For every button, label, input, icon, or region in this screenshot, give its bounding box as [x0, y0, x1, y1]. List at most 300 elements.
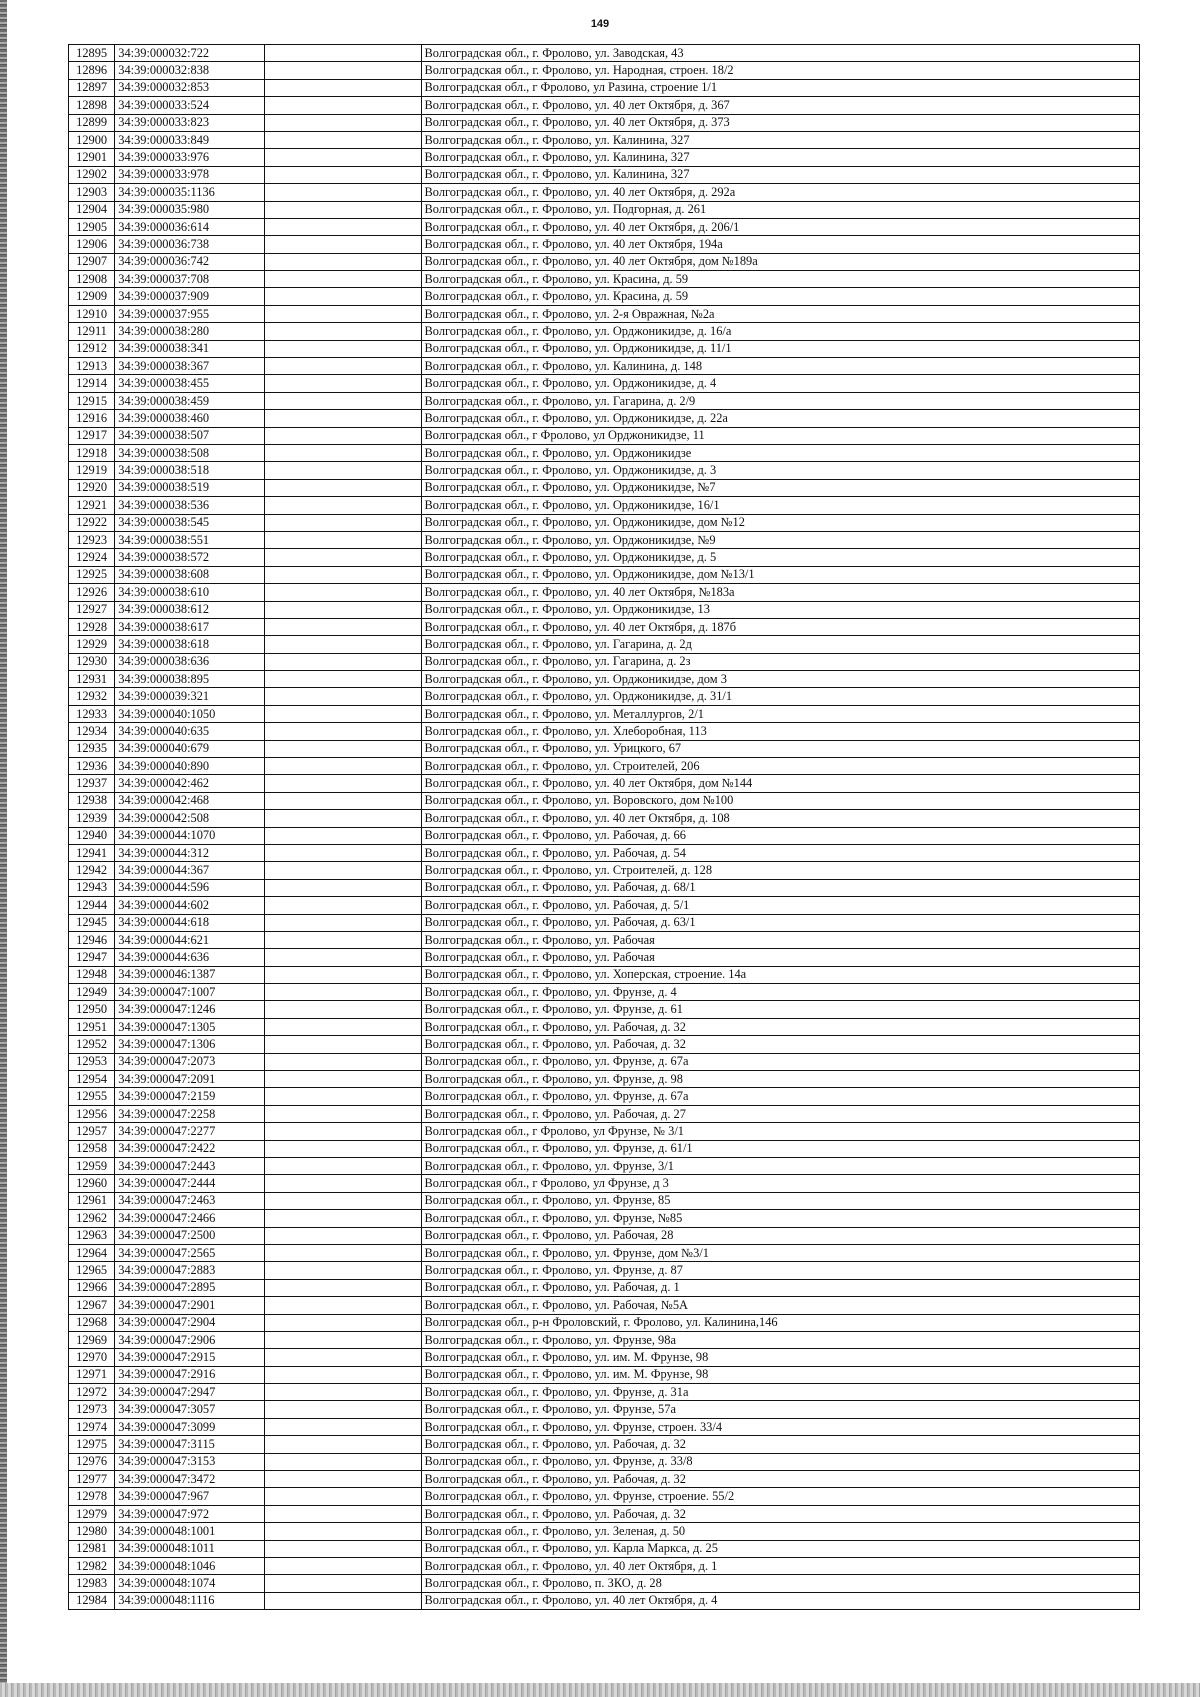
address-cell: Волгоградская обл., г. Фролово, ул. Рабочая, д. 32	[421, 1036, 1139, 1053]
row-number-cell: 12916	[69, 410, 115, 427]
row-number-cell: 12966	[69, 1279, 115, 1296]
cadastral-number-cell: 34:39:000047:2895	[115, 1279, 265, 1296]
empty-cell-cell	[265, 253, 421, 270]
table-row	[69, 1471, 1140, 1488]
address-cell: Волгоградская обл., г. Фролово, п. ЗКО, д. 28	[421, 1575, 1139, 1592]
empty-cell-cell	[265, 914, 421, 931]
cadastral-number-cell: 34:39:000048:1001	[115, 1523, 265, 1540]
row-number-cell: 12950	[69, 1001, 115, 1018]
cadastral-number-cell: 34:39:000048:1074	[115, 1575, 265, 1592]
address-cell: Волгоградская обл., г. Фролово, ул. Рабочая, д. 32	[421, 1471, 1139, 1488]
table-row	[69, 740, 1140, 757]
table-row	[69, 253, 1140, 270]
address-cell: Волгоградская обл., г. Фролово, ул. Орджоникидзе, д. 3	[421, 462, 1139, 479]
empty-cell-cell	[265, 427, 421, 444]
address-cell: Волгоградская обл., г. Фролово, ул. Фрунзе, 85	[421, 1192, 1139, 1209]
cadastral-number-cell: 34:39:000042:468	[115, 792, 265, 809]
table-row	[69, 792, 1140, 809]
row-number-cell: 12940	[69, 827, 115, 844]
table-row	[69, 531, 1140, 548]
property-register-table	[68, 44, 1140, 1610]
row-number-cell: 12909	[69, 288, 115, 305]
row-number-cell: 12973	[69, 1401, 115, 1418]
cadastral-number-cell: 34:39:000037:708	[115, 271, 265, 288]
row-number-cell: 12951	[69, 1018, 115, 1035]
cadastral-number-cell: 34:39:000047:1246	[115, 1001, 265, 1018]
address-cell: Волгоградская обл., г. Фролово, ул. Фрунзе, 98а	[421, 1331, 1139, 1348]
empty-cell-cell	[265, 1123, 421, 1140]
cadastral-number-cell: 34:39:000037:909	[115, 288, 265, 305]
table-row	[69, 949, 1140, 966]
row-number-cell: 12923	[69, 531, 115, 548]
table-row	[69, 166, 1140, 183]
row-number-cell: 12935	[69, 740, 115, 757]
empty-cell-cell	[265, 1505, 421, 1522]
cadastral-number-cell: 34:39:000036:614	[115, 218, 265, 235]
empty-cell-cell	[265, 479, 421, 496]
cadastral-number-cell: 34:39:000047:2443	[115, 1158, 265, 1175]
address-cell: Волгоградская обл., г. Фролово, ул. 2-я Овражная, №2а	[421, 305, 1139, 322]
row-number-cell: 12919	[69, 462, 115, 479]
row-number-cell: 12948	[69, 966, 115, 983]
table-row	[69, 966, 1140, 983]
row-number-cell: 12920	[69, 479, 115, 496]
cadastral-number-cell: 34:39:000047:1306	[115, 1036, 265, 1053]
address-cell: Волгоградская обл., г. Фролово, ул. 40 лет Октября, д. 373	[421, 114, 1139, 131]
table-row	[69, 444, 1140, 461]
cadastral-number-cell: 34:39:000038:612	[115, 601, 265, 618]
address-cell: Волгоградская обл., г. Фролово, ул. 40 лет Октября, 194а	[421, 236, 1139, 253]
empty-cell-cell	[265, 114, 421, 131]
cadastral-number-cell: 34:39:000038:367	[115, 358, 265, 375]
cadastral-number-cell: 34:39:000038:280	[115, 323, 265, 340]
row-number-cell: 12933	[69, 705, 115, 722]
table-row	[69, 1436, 1140, 1453]
table-row	[69, 636, 1140, 653]
cadastral-number-cell: 34:39:000038:545	[115, 514, 265, 531]
cadastral-number-cell: 34:39:000040:1050	[115, 705, 265, 722]
table-row	[69, 1175, 1140, 1192]
empty-cell-cell	[265, 201, 421, 218]
address-cell: Волгоградская обл., г. Фролово, ул. Хоперская, строение. 14а	[421, 966, 1139, 983]
address-cell: Волгоградская обл., г. Фролово, ул. Калинина, д. 148	[421, 358, 1139, 375]
empty-cell-cell	[265, 1244, 421, 1261]
address-cell: Волгоградская обл., г Фролово, ул Орджоникидзе, 11	[421, 427, 1139, 444]
empty-cell-cell	[265, 392, 421, 409]
address-cell: Волгоградская обл., г. Фролово, ул. Орджоникидзе, дом №12	[421, 514, 1139, 531]
address-cell: Волгоградская обл., г. Фролово, ул. Рабочая, д. 68/1	[421, 879, 1139, 896]
row-number-cell: 12902	[69, 166, 115, 183]
address-cell: Волгоградская обл., г. Фролово, ул. Орджоникидзе, №7	[421, 479, 1139, 496]
address-cell: Волгоградская обл., г. Фролово, ул. Калинина, 327	[421, 166, 1139, 183]
table-body	[69, 45, 1140, 1610]
cadastral-number-cell: 34:39:000038:610	[115, 584, 265, 601]
empty-cell-cell	[265, 1297, 421, 1314]
cadastral-number-cell: 34:39:000044:636	[115, 949, 265, 966]
address-cell: Волгоградская обл., р-н Фроловский, г. Фролово, ул. Калинина,146	[421, 1314, 1139, 1331]
address-cell: Волгоградская обл., г Фролово, ул Фрунзе, д 3	[421, 1175, 1139, 1192]
cadastral-number-cell: 34:39:000047:2906	[115, 1331, 265, 1348]
cadastral-number-cell: 34:39:000047:2904	[115, 1314, 265, 1331]
address-cell: Волгоградская обл., г. Фролово, ул. Заводская, 43	[421, 45, 1139, 62]
cadastral-number-cell: 34:39:000036:742	[115, 253, 265, 270]
table-row	[69, 410, 1140, 427]
address-cell: Волгоградская обл., г. Фролово, ул. Орджоникидзе, дом 3	[421, 671, 1139, 688]
cadastral-number-cell: 34:39:000037:955	[115, 305, 265, 322]
cadastral-number-cell: 34:39:000040:635	[115, 723, 265, 740]
row-number-cell: 12915	[69, 392, 115, 409]
table-row	[69, 1071, 1140, 1088]
address-cell: Волгоградская обл., г. Фролово, ул. Орджоникидзе, д. 31/1	[421, 688, 1139, 705]
address-cell: Волгоградская обл., г. Фролово, ул. Орджоникидзе, д. 5	[421, 549, 1139, 566]
empty-cell-cell	[265, 514, 421, 531]
row-number-cell: 12937	[69, 775, 115, 792]
cadastral-number-cell: 34:39:000047:2159	[115, 1088, 265, 1105]
row-number-cell: 12896	[69, 62, 115, 79]
row-number-cell: 12912	[69, 340, 115, 357]
address-cell: Волгоградская обл., г. Фролово, ул. 40 лет Октября, д. 206/1	[421, 218, 1139, 235]
address-cell: Волгоградская обл., г. Фролово, ул. Орджоникидзе, д. 16/а	[421, 323, 1139, 340]
address-cell: Волгоградская обл., г. Фролово, ул. Рабочая, д. 27	[421, 1105, 1139, 1122]
row-number-cell: 12982	[69, 1557, 115, 1574]
row-number-cell: 12900	[69, 131, 115, 148]
cadastral-number-cell: 34:39:000033:976	[115, 149, 265, 166]
table-row	[69, 184, 1140, 201]
row-number-cell: 12961	[69, 1192, 115, 1209]
table-row	[69, 427, 1140, 444]
empty-cell-cell	[265, 1001, 421, 1018]
cadastral-number-cell: 34:39:000047:2444	[115, 1175, 265, 1192]
table-row	[69, 862, 1140, 879]
table-row	[69, 1192, 1140, 1209]
empty-cell-cell	[265, 566, 421, 583]
table-row	[69, 288, 1140, 305]
address-cell: Волгоградская обл., г. Фролово, ул. Гагарина, д. 2/9	[421, 392, 1139, 409]
row-number-cell: 12944	[69, 897, 115, 914]
table-row	[69, 984, 1140, 1001]
address-cell: Волгоградская обл., г. Фролово, ул. Фрунзе, д. 67а	[421, 1088, 1139, 1105]
address-cell: Волгоградская обл., г. Фролово, ул. Гагарина, д. 2з	[421, 653, 1139, 670]
empty-cell-cell	[265, 827, 421, 844]
empty-cell-cell	[265, 636, 421, 653]
scan-edge-bottom	[0, 1683, 1200, 1697]
empty-cell-cell	[265, 1471, 421, 1488]
empty-cell-cell	[265, 931, 421, 948]
cadastral-number-cell: 34:39:000038:618	[115, 636, 265, 653]
row-number-cell: 12905	[69, 218, 115, 235]
row-number-cell: 12972	[69, 1384, 115, 1401]
row-number-cell: 12946	[69, 931, 115, 948]
row-number-cell: 12978	[69, 1488, 115, 1505]
empty-cell-cell	[265, 531, 421, 548]
empty-cell-cell	[265, 1314, 421, 1331]
table-row	[69, 497, 1140, 514]
row-number-cell: 12904	[69, 201, 115, 218]
row-number-cell: 12903	[69, 184, 115, 201]
row-number-cell: 12958	[69, 1140, 115, 1157]
cadastral-number-cell: 34:39:000044:618	[115, 914, 265, 931]
row-number-cell: 12939	[69, 810, 115, 827]
table-row	[69, 79, 1140, 96]
empty-cell-cell	[265, 358, 421, 375]
address-cell: Волгоградская обл., г. Фролово, ул. Красина, д. 59	[421, 288, 1139, 305]
address-cell: Волгоградская обл., г. Фролово, ул. Орджоникидзе	[421, 444, 1139, 461]
table-row	[69, 723, 1140, 740]
address-cell: Волгоградская обл., г. Фролово, ул. Фрунзе, 3/1	[421, 1158, 1139, 1175]
row-number-cell: 12945	[69, 914, 115, 931]
empty-cell-cell	[265, 79, 421, 96]
table-row	[69, 601, 1140, 618]
empty-cell-cell	[265, 1592, 421, 1609]
empty-cell-cell	[265, 218, 421, 235]
row-number-cell: 12971	[69, 1366, 115, 1383]
row-number-cell: 12984	[69, 1592, 115, 1609]
cadastral-number-cell: 34:39:000038:518	[115, 462, 265, 479]
row-number-cell: 12914	[69, 375, 115, 392]
address-cell: Волгоградская обл., г. Фролово, ул. Орджоникидзе, дом №13/1	[421, 566, 1139, 583]
address-cell: Волгоградская обл., г. Фролово, ул. 40 лет Октября, д. 367	[421, 97, 1139, 114]
cadastral-number-cell: 34:39:000040:890	[115, 758, 265, 775]
table-row	[69, 1158, 1140, 1175]
cadastral-number-cell: 34:39:000038:572	[115, 549, 265, 566]
cadastral-number-cell: 34:39:000044:1070	[115, 827, 265, 844]
table-row	[69, 45, 1140, 62]
row-number-cell: 12942	[69, 862, 115, 879]
cadastral-number-cell: 34:39:000047:3099	[115, 1418, 265, 1435]
row-number-cell: 12960	[69, 1175, 115, 1192]
row-number-cell: 12963	[69, 1227, 115, 1244]
address-cell: Волгоградская обл., г. Фролово, ул. Фрунзе, д. 33/8	[421, 1453, 1139, 1470]
address-cell: Волгоградская обл., г. Фролово, ул. Рабочая, 28	[421, 1227, 1139, 1244]
table-row	[69, 514, 1140, 531]
table-row	[69, 305, 1140, 322]
empty-cell-cell	[265, 966, 421, 983]
cadastral-number-cell: 34:39:000047:1305	[115, 1018, 265, 1035]
table-row	[69, 566, 1140, 583]
cadastral-number-cell: 34:39:000038:455	[115, 375, 265, 392]
empty-cell-cell	[265, 271, 421, 288]
empty-cell-cell	[265, 1523, 421, 1540]
empty-cell-cell	[265, 288, 421, 305]
table-row	[69, 549, 1140, 566]
row-number-cell: 12913	[69, 358, 115, 375]
empty-cell-cell	[265, 1366, 421, 1383]
table-row	[69, 1088, 1140, 1105]
cadastral-number-cell: 34:39:000047:2258	[115, 1105, 265, 1122]
row-number-cell: 12931	[69, 671, 115, 688]
cadastral-number-cell: 34:39:000032:722	[115, 45, 265, 62]
address-cell: Волгоградская обл., г. Фролово, ул. Народная, строен. 18/2	[421, 62, 1139, 79]
empty-cell-cell	[265, 149, 421, 166]
table-row	[69, 897, 1140, 914]
cadastral-number-cell: 34:39:000047:967	[115, 1488, 265, 1505]
table-row	[69, 97, 1140, 114]
table-row	[69, 1227, 1140, 1244]
address-cell: Волгоградская обл., г. Фролово, ул. Рабочая	[421, 931, 1139, 948]
row-number-cell: 12970	[69, 1349, 115, 1366]
row-number-cell: 12964	[69, 1244, 115, 1261]
table-row	[69, 1384, 1140, 1401]
address-cell: Волгоградская обл., г. Фролово, ул. Хлеборобная, 113	[421, 723, 1139, 740]
address-cell: Волгоградская обл., г. Фролово, ул. Карла Маркса, д. 25	[421, 1540, 1139, 1557]
empty-cell-cell	[265, 1227, 421, 1244]
empty-cell-cell	[265, 1071, 421, 1088]
address-cell: Волгоградская обл., г. Фролово, ул. Фрунзе, д. 31а	[421, 1384, 1139, 1401]
row-number-cell: 12974	[69, 1418, 115, 1435]
empty-cell-cell	[265, 340, 421, 357]
table-row	[69, 1105, 1140, 1122]
table-row	[69, 1123, 1140, 1140]
cadastral-number-cell: 34:39:000038:617	[115, 618, 265, 635]
empty-cell-cell	[265, 1210, 421, 1227]
empty-cell-cell	[265, 444, 421, 461]
table-row	[69, 688, 1140, 705]
cadastral-number-cell: 34:39:000032:853	[115, 79, 265, 96]
table-row	[69, 236, 1140, 253]
cadastral-number-cell: 34:39:000047:2073	[115, 1053, 265, 1070]
empty-cell-cell	[265, 1158, 421, 1175]
cadastral-number-cell: 34:39:000048:1046	[115, 1557, 265, 1574]
address-cell: Волгоградская обл., г. Фролово, ул. Урицкого, 67	[421, 740, 1139, 757]
cadastral-number-cell: 34:39:000032:838	[115, 62, 265, 79]
row-number-cell: 12924	[69, 549, 115, 566]
cadastral-number-cell: 34:39:000033:524	[115, 97, 265, 114]
row-number-cell: 12899	[69, 114, 115, 131]
row-number-cell: 12930	[69, 653, 115, 670]
cadastral-number-cell: 34:39:000046:1387	[115, 966, 265, 983]
table-row	[69, 1331, 1140, 1348]
row-number-cell: 12897	[69, 79, 115, 96]
cadastral-number-cell: 34:39:000038:608	[115, 566, 265, 583]
row-number-cell: 12968	[69, 1314, 115, 1331]
empty-cell-cell	[265, 671, 421, 688]
table-row	[69, 844, 1140, 861]
table-row	[69, 1505, 1140, 1522]
cadastral-number-cell: 34:39:000047:3115	[115, 1436, 265, 1453]
table-row	[69, 1488, 1140, 1505]
address-cell: Волгоградская обл., г. Фролово, ул. Рабочая, д. 66	[421, 827, 1139, 844]
empty-cell-cell	[265, 1575, 421, 1592]
row-number-cell: 12979	[69, 1505, 115, 1522]
cadastral-number-cell: 34:39:000038:519	[115, 479, 265, 496]
row-number-cell: 12907	[69, 253, 115, 270]
address-cell: Волгоградская обл., г. Фролово, ул. Фрунзе, строен. 33/4	[421, 1418, 1139, 1435]
cadastral-number-cell: 34:39:000047:2422	[115, 1140, 265, 1157]
row-number-cell: 12908	[69, 271, 115, 288]
cadastral-number-cell: 34:39:000038:895	[115, 671, 265, 688]
table-row	[69, 1140, 1140, 1157]
address-cell: Волгоградская обл., г. Фролово, ул. 40 лет Октября, д. 4	[421, 1592, 1139, 1609]
empty-cell-cell	[265, 1175, 421, 1192]
cadastral-number-cell: 34:39:000047:2466	[115, 1210, 265, 1227]
cadastral-number-cell: 34:39:000047:3153	[115, 1453, 265, 1470]
empty-cell-cell	[265, 1540, 421, 1557]
row-number-cell: 12932	[69, 688, 115, 705]
page-number: 149	[590, 18, 610, 30]
empty-cell-cell	[265, 1436, 421, 1453]
cadastral-number-cell: 34:39:000038:460	[115, 410, 265, 427]
table-row	[69, 879, 1140, 896]
empty-cell-cell	[265, 984, 421, 1001]
cadastral-number-cell: 34:39:000038:508	[115, 444, 265, 461]
row-number-cell: 12981	[69, 1540, 115, 1557]
row-number-cell: 12959	[69, 1158, 115, 1175]
address-cell: Волгоградская обл., г. Фролово, ул. Фрунзе, дом №3/1	[421, 1244, 1139, 1261]
row-number-cell: 12962	[69, 1210, 115, 1227]
table-row	[69, 653, 1140, 670]
empty-cell-cell	[265, 844, 421, 861]
address-cell: Волгоградская обл., г. Фролово, ул. Рабочая, №5А	[421, 1297, 1139, 1314]
address-cell: Волгоградская обл., г. Фролово, ул. Орджоникидзе, №9	[421, 531, 1139, 548]
cadastral-number-cell: 34:39:000039:321	[115, 688, 265, 705]
address-cell: Волгоградская обл., г. Фролово, ул. 40 лет Октября, д. 1	[421, 1557, 1139, 1574]
table-row	[69, 462, 1140, 479]
table-row	[69, 1366, 1140, 1383]
address-cell: Волгоградская обл., г. Фролово, ул. Рабочая	[421, 949, 1139, 966]
cadastral-number-cell: 34:39:000038:551	[115, 531, 265, 548]
table-row	[69, 1401, 1140, 1418]
cadastral-number-cell: 34:39:000047:1007	[115, 984, 265, 1001]
empty-cell-cell	[265, 1279, 421, 1296]
row-number-cell: 12934	[69, 723, 115, 740]
address-cell: Волгоградская обл., г Фролово, ул Разина, строение 1/1	[421, 79, 1139, 96]
empty-cell-cell	[265, 410, 421, 427]
cadastral-number-cell: 34:39:000047:2947	[115, 1384, 265, 1401]
table-row	[69, 810, 1140, 827]
cadastral-number-cell: 34:39:000040:679	[115, 740, 265, 757]
table-row	[69, 131, 1140, 148]
row-number-cell: 12943	[69, 879, 115, 896]
empty-cell-cell	[265, 1349, 421, 1366]
cadastral-number-cell: 34:39:000047:2277	[115, 1123, 265, 1140]
table-row	[69, 618, 1140, 635]
cadastral-number-cell: 34:39:000047:2463	[115, 1192, 265, 1209]
cadastral-number-cell: 34:39:000038:636	[115, 653, 265, 670]
empty-cell-cell	[265, 758, 421, 775]
address-cell: Волгоградская обл., г. Фролово, ул. им. М. Фрунзе, 98	[421, 1366, 1139, 1383]
empty-cell-cell	[265, 1036, 421, 1053]
empty-cell-cell	[265, 1105, 421, 1122]
empty-cell-cell	[265, 1018, 421, 1035]
cadastral-number-cell: 34:39:000042:462	[115, 775, 265, 792]
table-row	[69, 1001, 1140, 1018]
address-cell: Волгоградская обл., г. Фролово, ул. Фрунзе, строение. 55/2	[421, 1488, 1139, 1505]
empty-cell-cell	[265, 1418, 421, 1435]
row-number-cell: 12898	[69, 97, 115, 114]
row-number-cell: 12967	[69, 1297, 115, 1314]
row-number-cell: 12901	[69, 149, 115, 166]
cadastral-number-cell: 34:39:000047:2883	[115, 1262, 265, 1279]
address-cell: Волгоградская обл., г. Фролово, ул. Рабочая, д. 63/1	[421, 914, 1139, 931]
address-cell: Волгоградская обл., г. Фролово, ул. 40 лет Октября, дом №144	[421, 775, 1139, 792]
address-cell: Волгоградская обл., г. Фролово, ул. Калинина, 327	[421, 149, 1139, 166]
table-row	[69, 1418, 1140, 1435]
address-cell: Волгоградская обл., г. Фролово, ул. Воровского, дом №100	[421, 792, 1139, 809]
address-cell: Волгоградская обл., г. Фролово, ул. 40 лет Октября, дом №189а	[421, 253, 1139, 270]
empty-cell-cell	[265, 1262, 421, 1279]
row-number-cell: 12917	[69, 427, 115, 444]
empty-cell-cell	[265, 1140, 421, 1157]
address-cell: Волгоградская обл., г. Фролово, ул. 40 лет Октября, д. 292а	[421, 184, 1139, 201]
cadastral-number-cell: 34:39:000047:3057	[115, 1401, 265, 1418]
table-row	[69, 1210, 1140, 1227]
table-row	[69, 775, 1140, 792]
empty-cell-cell	[265, 949, 421, 966]
empty-cell-cell	[265, 305, 421, 322]
table-row	[69, 1523, 1140, 1540]
cadastral-number-cell: 34:39:000044:602	[115, 897, 265, 914]
table-row	[69, 323, 1140, 340]
